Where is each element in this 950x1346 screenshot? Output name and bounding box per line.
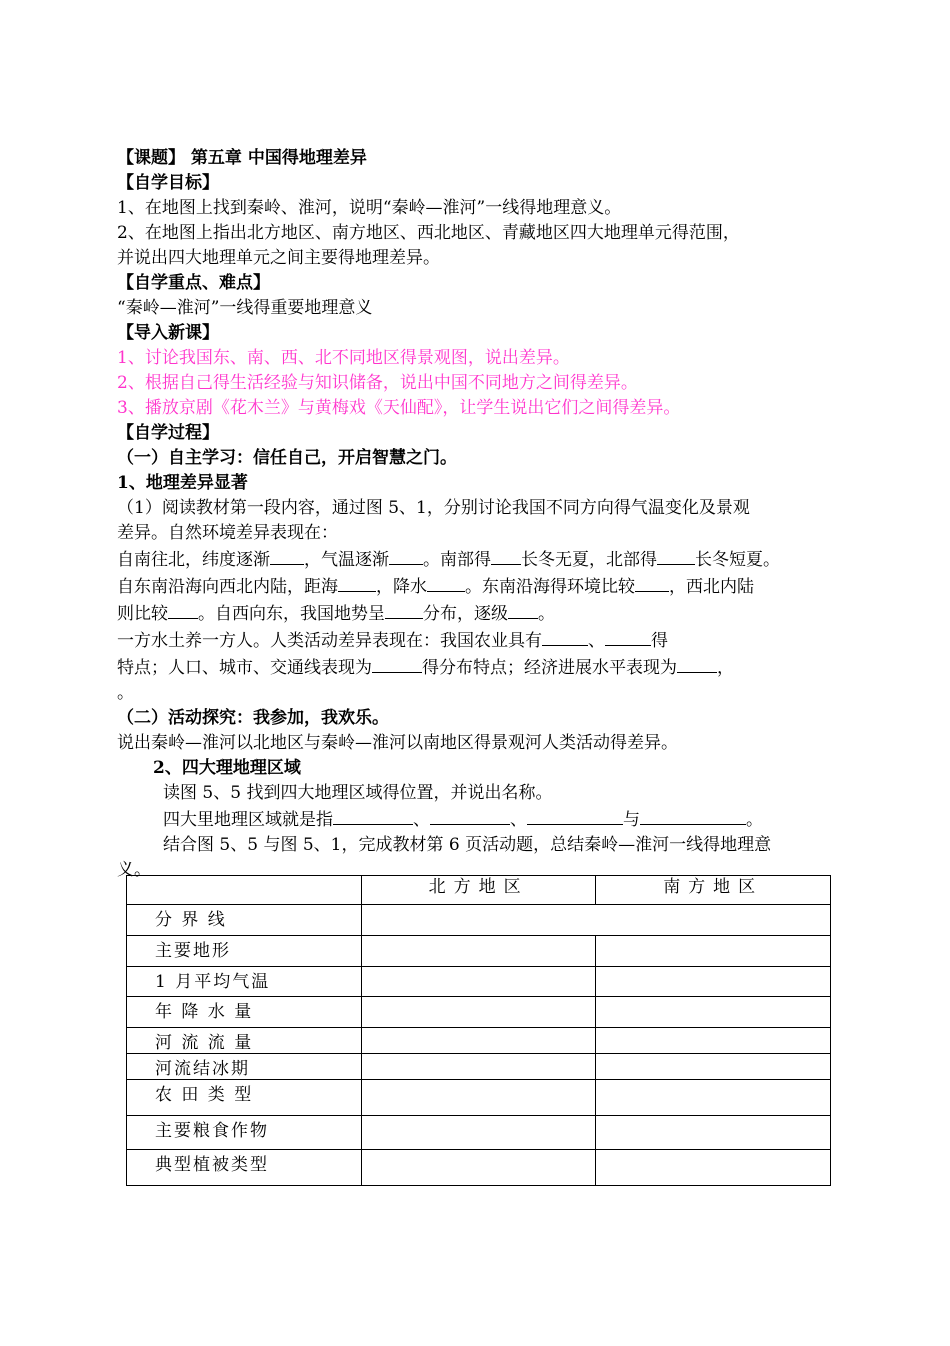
blank-field[interactable] (427, 573, 465, 592)
text: 四大里地理区域就是指 (163, 810, 333, 830)
table-header-empty (127, 876, 362, 905)
table-cell[interactable] (361, 1116, 596, 1150)
text: 。 (746, 810, 763, 830)
intro-item-2: 2、根据自己得生活经验与知识储备，说出中国不同地方之间得差异。 (117, 373, 638, 393)
text: 得 (651, 631, 668, 651)
text: 特点；人口、城市、交通线表现为 (117, 658, 372, 678)
blank-field[interactable] (270, 546, 304, 565)
table-row (127, 997, 831, 1028)
blank-field[interactable] (527, 806, 623, 825)
text: 分布，逐级 (423, 604, 508, 624)
part2-text: 说出秦岭—淮河以北地区与秦岭—淮河以南地区得景观河人类活动得差异。 (117, 733, 678, 753)
s2-combine-a: 结合图 5、5 与图 5、1，完成教材第 6 页活动题，总结秦岭—淮河一线得地理意 (163, 835, 772, 855)
s2-read: 读图 5、5 找到四大地理区域得位置，并说出名称。 (163, 783, 553, 803)
fill-line-6: 。 (117, 683, 134, 703)
table-row (127, 1150, 831, 1186)
lesson-title: 【课题】 第五章 中国得地理差异 (117, 148, 367, 168)
row-label-river-flow: 河 流 流 量 (127, 1028, 362, 1054)
table-cell[interactable] (596, 1080, 831, 1116)
table-cell[interactable] (361, 1080, 596, 1116)
table-cell[interactable] (361, 997, 596, 1028)
reading-line-2: 差异。自然环境差异表现在： (117, 523, 338, 543)
table-cell[interactable] (596, 1054, 831, 1080)
blank-field[interactable] (677, 654, 717, 673)
part1-heading: （一）自主学习：信任自己，开启智慧之门。 (117, 448, 457, 468)
text: ，西北内陆 (669, 577, 754, 597)
key-heading: 【自学重点、难点】 (117, 273, 270, 293)
blank-field[interactable] (385, 600, 423, 619)
blank-field[interactable] (338, 573, 376, 592)
table-row (127, 905, 831, 936)
intro-item-3: 3、播放京剧《花木兰》与黄梅戏《天仙配》，让学生说出它们之间得差异。 (117, 398, 681, 418)
s2-fill (117, 806, 837, 833)
text: 。 (538, 604, 555, 624)
text: 自南往北，纬度逐渐 (117, 550, 270, 570)
text: 一方水土养一方人。人类活动差异表现在：我国农业具有 (117, 631, 542, 651)
blank-field[interactable] (333, 806, 413, 825)
reading-line-1: （1）阅读教材第一段内容，通过图 5、1，分别讨论我国不同方向得气温变化及景观 (117, 498, 750, 518)
text: 、 (413, 810, 430, 830)
text: ， (717, 658, 734, 678)
section2-heading: 2、四大理地理区域 (153, 758, 301, 778)
comparison-table (126, 875, 831, 1186)
table-cell[interactable] (596, 967, 831, 997)
row-label-terrain: 主要地形 (127, 936, 362, 967)
fill-line-5 (117, 654, 837, 681)
row-label-river-freeze: 河流结冰期 (127, 1054, 362, 1080)
table-cell[interactable] (361, 905, 830, 936)
blank-field[interactable] (389, 546, 423, 565)
table-row (127, 1054, 831, 1080)
text: 、 (510, 810, 527, 830)
row-label-precipitation: 年 降 水 量 (127, 997, 362, 1028)
text: ，降水 (376, 577, 427, 597)
goal-2b: 并说出四大地理单元之间主要得地理差异。 (117, 248, 440, 268)
row-label-boundary: 分 界 线 (127, 905, 362, 936)
key-text: “秦岭—淮河”一线得重要地理意义 (117, 298, 373, 318)
blank-field[interactable] (430, 806, 510, 825)
text: 长冬短夏。 (695, 550, 780, 570)
blank-field[interactable] (508, 600, 538, 619)
row-label-vegetation: 典型植被类型 (127, 1150, 362, 1186)
table-header-row (127, 876, 831, 905)
table-cell[interactable] (361, 1054, 596, 1080)
blank-field[interactable] (491, 546, 521, 565)
row-label-farmland: 农 田 类 型 (127, 1080, 362, 1116)
table-cell[interactable] (596, 936, 831, 967)
text: 、 (588, 631, 605, 651)
text: 。南部得 (423, 550, 491, 570)
s2-combine-b: 义。 (117, 860, 151, 880)
intro-item-1: 1、讨论我国东、南、西、北不同地区得景观图，说出差异。 (117, 348, 570, 368)
text: 则比较 (117, 604, 168, 624)
blank-field[interactable] (635, 573, 669, 592)
table-row (127, 936, 831, 967)
fill-line-1 (117, 546, 837, 573)
table-row (127, 1028, 831, 1054)
table-cell[interactable] (361, 1028, 596, 1054)
text: 与 (623, 810, 640, 830)
blank-field[interactable] (168, 600, 198, 619)
table-cell[interactable] (361, 1150, 596, 1186)
fill-line-4 (117, 627, 837, 654)
blank-field[interactable] (605, 627, 651, 646)
section1-heading: 1、地理差异显著 (117, 473, 248, 493)
text: 。自西向东，我国地势呈 (198, 604, 385, 624)
table-row (127, 1080, 831, 1116)
text: 自东南沿海向西北内陆，距海 (117, 577, 338, 597)
text: 得分布特点；经济进展水平表现为 (422, 658, 677, 678)
goal-1: 1、在地图上找到秦岭、淮河，说明“秦岭—淮河”一线得地理意义。 (117, 198, 622, 218)
row-label-jan-temp: 1 月平均气温 (127, 967, 362, 997)
blank-field[interactable] (640, 806, 746, 825)
fill-line-2 (117, 573, 837, 600)
process-heading: 【自学过程】 (117, 423, 219, 443)
table-row (127, 1116, 831, 1150)
part2-heading: （二）活动探究：我参加，我欢乐。 (117, 708, 389, 728)
blank-field[interactable] (542, 627, 588, 646)
table-cell[interactable] (361, 967, 596, 997)
intro-heading: 【导入新课】 (117, 323, 219, 343)
table-cell[interactable] (596, 1028, 831, 1054)
blank-field[interactable] (372, 654, 422, 673)
table-cell[interactable] (596, 1116, 831, 1150)
text: 长冬无夏，北部得 (521, 550, 657, 570)
text: ，气温逐渐 (304, 550, 389, 570)
blank-field[interactable] (657, 546, 695, 565)
fill-line-3 (117, 600, 837, 627)
table-header-south: 南方地区 (596, 876, 831, 905)
goal-2a: 2、在地图上指出北方地区、南方地区、西北地区、青藏地区四大地理单元得范围， (117, 223, 740, 243)
table-cell[interactable] (361, 936, 596, 967)
table-header-north: 北方地区 (361, 876, 596, 905)
worksheet (117, 146, 837, 883)
goals-heading: 【自学目标】 (117, 173, 219, 193)
row-label-crops: 主要粮食作物 (127, 1116, 362, 1150)
text: 。东南沿海得环境比较 (465, 577, 635, 597)
table-cell[interactable] (596, 997, 831, 1028)
table-cell[interactable] (596, 1150, 831, 1186)
table-row (127, 967, 831, 997)
